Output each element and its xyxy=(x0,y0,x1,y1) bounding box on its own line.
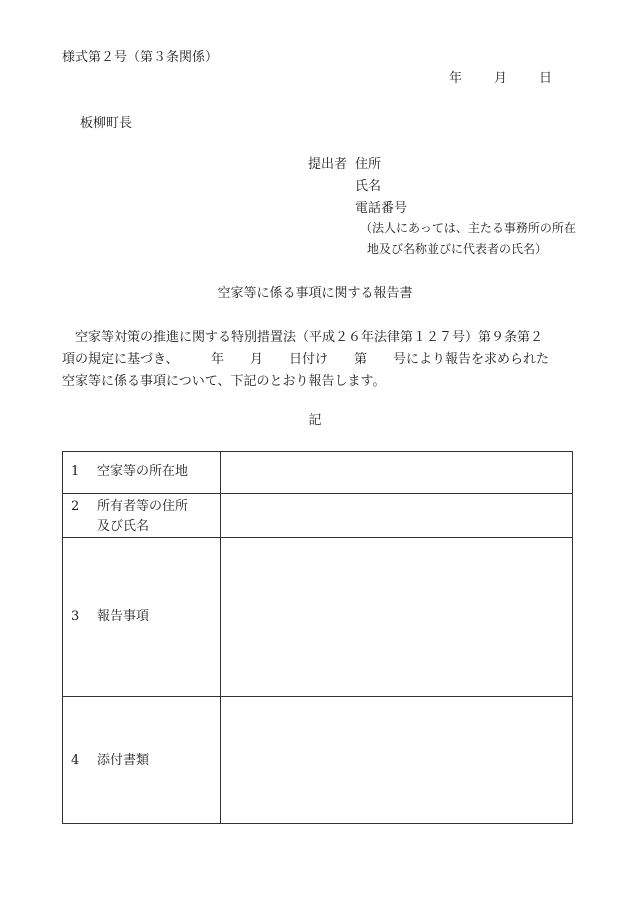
ki-heading: 記 xyxy=(308,413,322,428)
row-2-label-cell xyxy=(63,494,221,538)
body-line-2: 項の規定に基づき、 年 月 日付け 第 号により報告を求められた xyxy=(62,352,549,367)
date-year-label: 年 xyxy=(448,71,462,86)
row-3-number: 3 xyxy=(71,609,80,624)
row-3-input-cell[interactable] xyxy=(221,538,573,697)
address-label: 住所 xyxy=(355,157,382,172)
corporation-note-line-1: （法人にあっては、主たる事務所の所在 xyxy=(360,221,576,235)
date-day-label: 日 xyxy=(538,71,552,86)
addressee: 板柳町長 xyxy=(80,116,133,131)
table-row xyxy=(63,494,573,538)
body-line-1: 空家等対策の推進に関する特別措置法（平成２６年法律第１２７号）第９条第２ xyxy=(62,330,544,345)
row-1-label-cell xyxy=(63,452,221,494)
body-line-3: 空家等に係る事項について、下記のとおり報告します。 xyxy=(62,374,386,389)
phone-label: 電話番号 xyxy=(355,201,408,216)
row-2-label: 所有者等の住所 xyxy=(97,499,189,514)
date-month-label: 月 xyxy=(493,71,507,86)
report-table xyxy=(62,451,573,824)
table-row xyxy=(63,538,573,697)
row-4-label-cell xyxy=(63,697,221,824)
row-2-input-cell[interactable] xyxy=(221,494,573,538)
corporation-note-line-2: 地及び名称並びに代表者の氏名） xyxy=(367,242,548,256)
row-4-number: 4 xyxy=(71,753,80,768)
table-row xyxy=(63,697,573,824)
form-number: 様式第２号（第３条関係） xyxy=(62,50,219,65)
body-text xyxy=(62,327,574,393)
name-label: 氏名 xyxy=(355,179,382,194)
row-2-sublabel: 及び氏名 xyxy=(97,519,150,534)
row-3-label-cell xyxy=(63,538,221,697)
submitter-label: 提出者 xyxy=(308,157,348,172)
table-row xyxy=(63,452,573,494)
row-3-label: 報告事項 xyxy=(97,609,150,624)
row-4-input-cell[interactable] xyxy=(221,697,573,824)
row-1-input-cell[interactable] xyxy=(221,452,573,494)
row-1-number: 1 xyxy=(71,464,80,479)
row-1-label: 空家等の所在地 xyxy=(97,464,189,479)
document-title: 空家等に係る事項に関する報告書 xyxy=(217,286,413,301)
date-line xyxy=(449,72,552,85)
row-2-number: 2 xyxy=(71,499,80,514)
row-4-label: 添付書類 xyxy=(97,753,150,768)
